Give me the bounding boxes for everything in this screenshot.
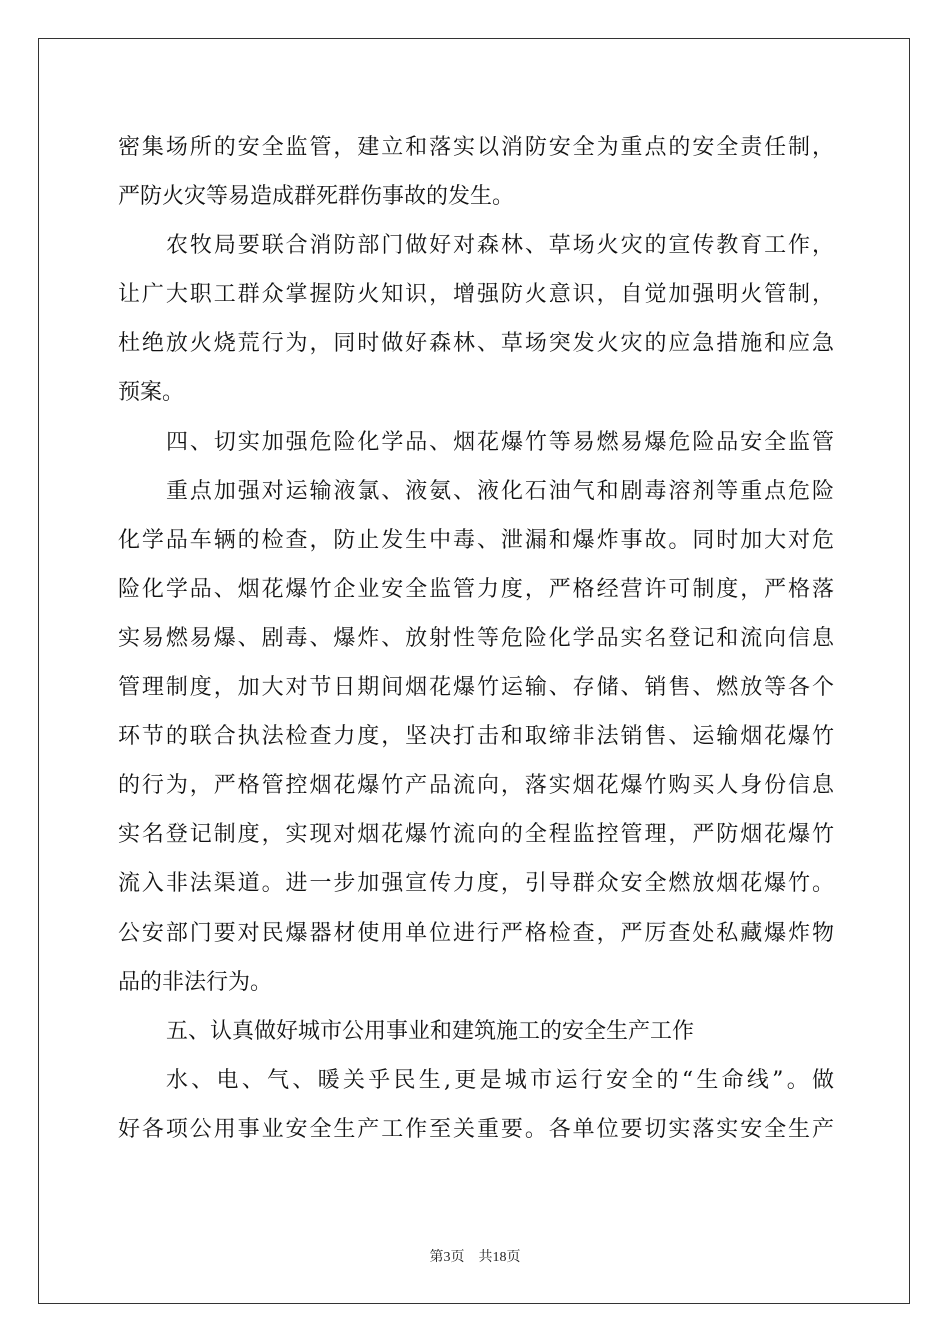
text-line: 环节的联合执法检查力度，坚决打击和取缔非法销售、运输烟花爆竹 bbox=[118, 724, 834, 750]
page-number: 第3页 bbox=[429, 1250, 465, 1265]
document-body bbox=[118, 123, 834, 1154]
text-line: 化学品车辆的检查，防止发生中毒、泄漏和爆炸事故。同时加大对危 bbox=[118, 527, 834, 553]
text-line: 重点加强对运输液氯、液氨、液化石油气和剧毒溶剂等重点危险 bbox=[166, 478, 834, 504]
text-line: 实名登记制度，实现对烟花爆竹流向的全程监控管理，严防烟花爆竹 bbox=[118, 822, 834, 848]
text-line: 品的非法行为。 bbox=[118, 969, 273, 995]
text-line: 密集场所的安全监管，建立和落实以消防安全为重点的安全责任制， bbox=[118, 135, 834, 160]
text-line: 流入非法渠道。进一步加强宣传力度，引导群众安全燃放烟花爆竹。 bbox=[118, 871, 834, 897]
page-total: 共18页 bbox=[478, 1250, 521, 1265]
text-line: 险化学品、烟花爆竹企业安全监管力度，严格经营许可制度，严格落 bbox=[118, 576, 834, 602]
text-line: 杜绝放火烧荒行为，同时做好森林、草场突发火灾的应急措施和应急 bbox=[118, 331, 834, 357]
text-line: 管理制度，加大对节日期间烟花爆竹运输、存储、销售、燃放等各个 bbox=[118, 675, 834, 701]
text-line: 严防火灾等易造成群死群伤事故的发生。 bbox=[118, 184, 515, 210]
text-line: 的行为，严格管控烟花爆竹产品流向，落实烟花爆竹购买人身份信息 bbox=[118, 773, 834, 799]
page-footer bbox=[0, 1246, 950, 1266]
text-line: 让广大职工群众掌握防火知识，增强防火意识，自觉加强明火管制， bbox=[118, 282, 834, 308]
text-line: 公安部门要对民爆器材使用单位进行严格检查，严厉查处私藏爆炸物 bbox=[118, 920, 834, 946]
text-line: 预案。 bbox=[118, 380, 185, 406]
text-line: 五、认真做好城市公用事业和建筑施工的安全生产工作 bbox=[166, 1018, 695, 1044]
text-line: 好各项公用事业安全生产工作至关重要。各单位要切实落实安全生产 bbox=[118, 1116, 834, 1142]
text-line: 实易燃易爆、剧毒、爆炸、放射性等危险化学品实名登记和流向信息 bbox=[118, 625, 834, 651]
text-line: 水、电、气、暖关乎民生,更是城市运行安全的“生命线”。做 bbox=[166, 1067, 834, 1093]
text-line: 四、切实加强危险化学品、烟花爆竹等易燃易爆危险品安全监管 bbox=[166, 429, 834, 455]
text-line: 农牧局要联合消防部门做好对森林、草场火灾的宣传教育工作， bbox=[166, 233, 834, 259]
